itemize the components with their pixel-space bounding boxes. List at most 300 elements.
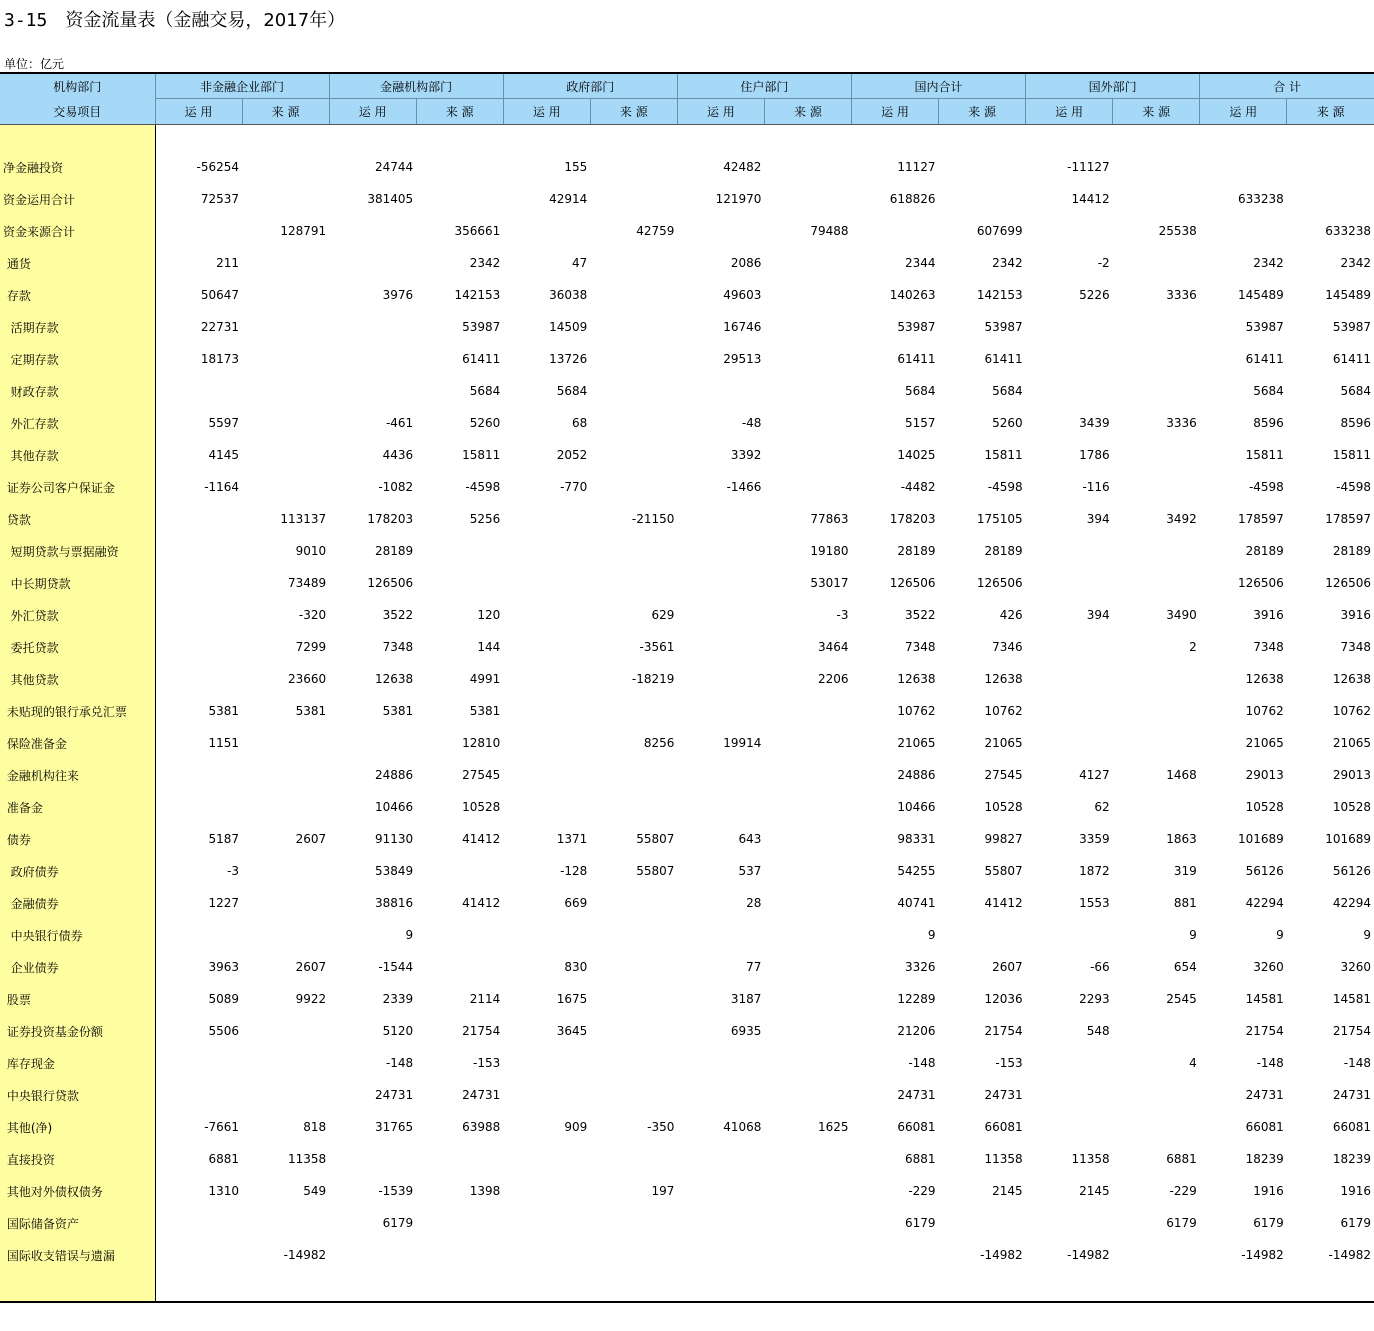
use-value-cell: 53987 [1245,320,1284,334]
source-value-cell: 27545 [984,768,1023,782]
use-value-cell: 15811 [1245,448,1284,462]
source-value-cell [242,279,329,311]
use-value-cell: 394 [1086,608,1110,622]
source-value-cell [1287,183,1374,215]
use-value-cell [503,663,590,695]
source-value-cell: 29013 [1332,768,1371,782]
source-value-cell [590,471,677,503]
source-value-cell [242,1015,329,1047]
use-value-cell: 1675 [556,992,588,1006]
source-value-cell [242,791,329,823]
use-value-cell: 6179 [382,1216,414,1230]
use-value-cell: 24731 [375,1088,414,1102]
use-value-cell: 1227 [208,896,240,910]
source-value-cell [1113,375,1200,407]
source-value-cell: 881 [1173,896,1197,910]
use-value-cell: 909 [564,1120,588,1134]
source-value-cell [764,759,851,791]
source-value-cell [590,247,677,279]
use-value-cell: 6179 [1253,1216,1284,1230]
source-value-cell [764,1015,851,1047]
source-value-cell [764,983,851,1015]
source-value-cell: 2342 [469,256,501,270]
source-value-cell [590,1079,677,1111]
use-value-cell: 12638 [375,672,414,686]
use-value-cell [677,567,764,599]
source-value-cell: 319 [1173,864,1197,878]
use-value-cell: 211 [216,256,240,270]
use-value-cell: 2342 [1253,256,1284,270]
use-header: 运 用 [677,99,764,125]
source-value-cell: 19180 [810,544,849,558]
table-row [0,503,1374,535]
use-value-cell: 1786 [1079,448,1110,462]
use-value-cell: 24744 [375,160,414,174]
source-value-cell: 21754 [1332,1024,1371,1038]
use-value-cell: 3976 [382,288,414,302]
source-value-cell [1113,343,1200,375]
source-value-cell [242,1079,329,1111]
source-value-cell [242,1047,329,1079]
source-value-cell: 549 [303,1184,327,1198]
source-value-cell: 11358 [984,1152,1023,1166]
use-value-cell: 42294 [1245,896,1284,910]
source-value-cell: 128791 [280,224,327,238]
source-value-cell [242,151,329,183]
source-value-cell: 3464 [817,640,849,654]
use-value-cell: 669 [564,896,588,910]
row-label: 政府债券 [0,855,155,887]
use-value-cell [503,535,590,567]
source-value-cell [764,1143,851,1175]
use-value-cell: 42914 [549,192,588,206]
use-value-cell: 2339 [382,992,414,1006]
use-value-cell: -148 [385,1056,414,1070]
table-row [0,311,1374,343]
use-value-cell: 61411 [897,352,936,366]
spacer-cell [329,125,416,152]
table-body [0,125,1374,1303]
use-value-cell: -48 [741,416,762,430]
source-value-cell: -148 [1343,1056,1371,1070]
use-value-cell: 6935 [730,1024,762,1038]
use-value-cell: 22731 [200,320,240,334]
use-value-cell [677,919,764,951]
source-value-cell: 145489 [1325,288,1371,302]
use-value-cell [503,215,590,247]
use-value-cell: 3359 [1079,832,1110,846]
source-value-cell [764,791,851,823]
use-value-cell [677,1207,764,1239]
use-value-cell: 7348 [905,640,936,654]
use-value-cell: 3326 [905,960,936,974]
source-value-cell: 18239 [1332,1152,1371,1166]
source-value-cell [590,887,677,919]
use-value-cell: 98331 [897,832,936,846]
use-value-cell: 126506 [889,576,936,590]
source-value-cell: 3916 [1340,608,1371,622]
use-value-cell: 21065 [1245,736,1284,750]
source-value-cell: -14982 [980,1248,1023,1262]
use-value-cell [155,1079,242,1111]
use-value-cell: -770 [560,480,588,494]
spacer-row [0,1271,1374,1302]
use-value-cell: 10762 [1245,704,1284,718]
table-row [0,247,1374,279]
source-value-cell [416,1143,503,1175]
use-value-cell: 53987 [897,320,936,334]
source-value-cell: 21065 [984,736,1023,750]
source-value-cell [764,887,851,919]
use-value-cell [677,1175,764,1207]
use-value-cell: 121970 [715,192,762,206]
source-value-cell [1113,535,1200,567]
use-value-cell: -1544 [378,960,414,974]
use-value-cell: 1553 [1079,896,1110,910]
use-header: 运 用 [329,99,416,125]
source-value-cell [764,311,851,343]
source-value-cell: 142153 [976,288,1023,302]
use-value-cell: 29513 [723,352,762,366]
row-label: 资金运用合计 [0,183,155,215]
source-value-cell: 7346 [992,640,1023,654]
use-value-cell: 6881 [208,1152,240,1166]
table-row [0,151,1374,183]
source-value-cell: 2206 [817,672,849,686]
row-label: 资金来源合计 [0,215,155,247]
source-value-cell [1113,247,1200,279]
source-value-cell: 356661 [454,224,501,238]
use-value-cell: 10528 [1245,800,1284,814]
use-value-cell [329,1143,416,1175]
use-value-cell [329,375,416,407]
spacer-cell [1200,125,1287,152]
source-value-cell: 77863 [810,512,849,526]
use-value-cell [155,1047,242,1079]
source-value-cell: 818 [303,1120,327,1134]
source-value-cell: 5260 [992,416,1023,430]
use-value-cell [1026,1207,1113,1239]
use-value-cell: 7348 [1253,640,1284,654]
source-value-cell: 3490 [1166,608,1197,622]
source-value-cell: 654 [1173,960,1197,974]
row-label: 金融机构往来 [0,759,155,791]
use-value-cell: 5226 [1079,288,1110,302]
use-value-cell [1200,215,1287,247]
use-value-cell: 3392 [730,448,762,462]
source-value-cell: 9 [1363,928,1371,942]
use-value-cell [1026,1079,1113,1111]
use-value-cell: 5684 [1253,384,1284,398]
source-value-cell: -3561 [639,640,675,654]
table-row [0,375,1374,407]
use-value-cell: 11127 [897,160,936,174]
spacer-cell [939,1271,1026,1302]
use-header: 运 用 [155,99,242,125]
source-value-cell: -320 [298,608,327,622]
use-value-cell: 830 [564,960,588,974]
use-value-cell: 28189 [1245,544,1284,558]
use-value-cell: -7661 [204,1120,240,1134]
use-value-cell [677,1047,764,1079]
source-value-cell [590,1207,677,1239]
source-value-cell: 23660 [287,672,327,686]
source-value-cell [764,727,851,759]
use-value-cell [503,599,590,631]
source-value-cell [590,279,677,311]
source-value-cell: 55807 [636,864,675,878]
use-value-cell [503,791,590,823]
source-value-cell: 21754 [462,1024,501,1038]
spacer-cell [677,1271,764,1302]
use-value-cell: -1539 [378,1184,414,1198]
use-value-cell: 18239 [1245,1152,1284,1166]
use-value-cell: 126506 [1238,576,1284,590]
use-value-cell [155,503,242,535]
row-label: 库存现金 [0,1047,155,1079]
use-value-cell: 24731 [1245,1088,1284,1102]
row-label: 通货 [0,247,155,279]
spacer-cell [939,125,1026,152]
use-value-cell: -128 [560,864,588,878]
use-value-cell: 3187 [730,992,762,1006]
source-value-cell: 15811 [1332,448,1371,462]
sector-header: 合 计 [1200,73,1374,99]
source-value-cell: 12638 [984,672,1023,686]
source-value-cell [1113,471,1200,503]
use-value-cell [1026,727,1113,759]
use-value-cell: 2293 [1079,992,1110,1006]
table-row [0,695,1374,727]
use-value-cell [677,1079,764,1111]
table-row [0,631,1374,663]
use-value-cell [852,215,939,247]
source-value-cell [590,407,677,439]
source-value-cell [590,1239,677,1271]
source-value-cell [242,183,329,215]
source-value-cell: 2545 [1166,992,1197,1006]
source-value-cell: 4991 [469,672,501,686]
table-row [0,407,1374,439]
source-value-cell: 21065 [1332,736,1371,750]
source-value-cell: 24731 [1332,1088,1371,1102]
table-title: 资金流量表（金融交易，2017年） [65,10,346,31]
source-value-cell [242,407,329,439]
source-value-cell: 5684 [992,384,1023,398]
source-value-cell [1113,311,1200,343]
source-value-cell [1113,727,1200,759]
use-value-cell: 3260 [1253,960,1284,974]
use-value-cell: -1164 [204,480,240,494]
use-value-cell: 41068 [723,1120,762,1134]
source-value-cell: 28189 [984,544,1023,558]
source-value-cell: 25538 [1158,224,1197,238]
row-label: 短期贷款与票据融资 [0,535,155,567]
use-value-cell [677,759,764,791]
source-value-cell [416,535,503,567]
use-header: 运 用 [1200,99,1287,125]
source-value-cell: 4 [1189,1056,1197,1070]
use-value-cell [677,791,764,823]
use-value-cell: 10466 [897,800,936,814]
source-value-cell [416,567,503,599]
use-value-cell: 178203 [367,512,414,526]
source-value-cell: 633238 [1325,224,1371,238]
source-value-cell: 3260 [1340,960,1371,974]
source-value-cell [590,951,677,983]
use-value-cell: 29013 [1245,768,1284,782]
source-value-cell [939,151,1026,183]
sector-header: 住户部门 [677,73,851,99]
unit-label: 单位：亿元 [4,57,65,71]
use-value-cell: 68 [572,416,588,430]
source-value-cell [416,919,503,951]
use-value-cell [155,1207,242,1239]
source-value-cell: 1916 [1340,1184,1371,1198]
spacer-cell [1026,1271,1113,1302]
row-label: 股票 [0,983,155,1015]
table-row [0,1143,1374,1175]
source-value-cell: 66081 [984,1120,1023,1134]
use-value-cell: 12289 [897,992,936,1006]
source-value-cell: 12036 [984,992,1023,1006]
use-value-cell: -56254 [196,160,240,174]
row-label: 财政存款 [0,375,155,407]
use-value-cell: 1371 [556,832,588,846]
source-value-cell [1113,663,1200,695]
source-value-cell [764,183,851,215]
use-value-cell: 1916 [1253,1184,1284,1198]
source-value-cell [242,311,329,343]
page-title [4,6,345,32]
use-value-cell [155,919,242,951]
spacer-cell [329,1271,416,1302]
source-value-cell [764,855,851,887]
use-value-cell [503,1143,590,1175]
source-value-cell: -153 [473,1056,501,1070]
use-value-cell [677,599,764,631]
use-value-cell [329,1239,416,1271]
row-label: 证券公司客户保证金 [0,471,155,503]
use-value-cell: 3963 [208,960,240,974]
use-value-cell: 5187 [208,832,240,846]
row-label: 准备金 [0,791,155,823]
use-value-cell: 5506 [208,1024,240,1038]
source-value-cell: 101689 [1325,832,1371,846]
use-value-cell [677,535,764,567]
spacer-cell [416,125,503,152]
spacer-cell [764,125,851,152]
use-value-cell [1026,663,1113,695]
source-value-cell [242,343,329,375]
table-row [0,279,1374,311]
source-value-cell: 6881 [1166,1152,1197,1166]
use-value-cell: 13726 [549,352,588,366]
use-value-cell: 5597 [208,416,240,430]
source-value-cell: 2114 [469,992,501,1006]
use-value-cell: 19914 [723,736,762,750]
source-value-cell [590,439,677,471]
source-value-cell: 79488 [810,224,849,238]
source-value-cell [590,695,677,727]
source-value-cell [764,343,851,375]
source-value-cell [416,951,503,983]
use-value-cell: 11358 [1071,1152,1110,1166]
use-value-cell [503,631,590,663]
source-value-cell [764,1079,851,1111]
row-label: 委托贷款 [0,631,155,663]
use-value-cell [1026,695,1113,727]
source-value-cell [590,1143,677,1175]
source-header: 来 源 [939,99,1026,125]
source-value-cell [1113,439,1200,471]
row-label: 中长期贷款 [0,567,155,599]
use-value-cell [1026,343,1113,375]
row-label: 活期存款 [0,311,155,343]
source-value-cell [1113,1015,1200,1047]
table-row [0,1239,1374,1271]
spacer-cell [590,125,677,152]
source-value-cell [1113,1079,1200,1111]
spacer-cell [1287,1271,1374,1302]
table-row [0,183,1374,215]
spacer-cell [852,125,939,152]
use-value-cell: 10466 [375,800,414,814]
use-value-cell: 4436 [382,448,414,462]
source-value-cell [590,567,677,599]
use-value-cell [1026,567,1113,599]
source-value-cell: 2 [1189,640,1197,654]
source-value-cell: 99827 [984,832,1023,846]
use-value-cell: -66 [1090,960,1110,974]
source-value-cell: 607699 [976,224,1023,238]
spacer-cell [503,1271,590,1302]
table-row [0,599,1374,631]
source-value-cell: 9922 [295,992,327,1006]
source-value-cell [764,439,851,471]
use-value-cell [155,631,242,663]
spacer-cell [1200,1271,1287,1302]
source-value-cell [590,535,677,567]
source-value-cell: -4598 [1336,480,1371,494]
source-value-cell [939,919,1026,951]
source-value-cell: 41412 [984,896,1023,910]
source-value-cell: 6179 [1340,1216,1371,1230]
use-value-cell: 28 [746,896,762,910]
use-value-cell [329,215,416,247]
table-row [0,567,1374,599]
source-value-cell [764,1175,851,1207]
source-value-cell [242,375,329,407]
table-row [0,215,1374,247]
source-header: 来 源 [1113,99,1200,125]
use-value-cell [503,1079,590,1111]
use-value-cell [503,567,590,599]
table-row [0,343,1374,375]
use-value-cell: 31765 [375,1120,414,1134]
source-value-cell: 2607 [295,832,327,846]
use-value-cell [677,1143,764,1175]
row-label: 存款 [0,279,155,311]
table-row [0,663,1374,695]
use-value-cell [503,1239,590,1271]
source-value-cell: 5684 [1340,384,1371,398]
use-value-cell: 394 [1086,512,1110,526]
source-value-cell: 41412 [462,832,501,846]
source-value-cell: -18219 [631,672,675,686]
source-value-cell: 2145 [992,1184,1023,1198]
row-label: 国际收支错误与遗漏 [0,1239,155,1271]
